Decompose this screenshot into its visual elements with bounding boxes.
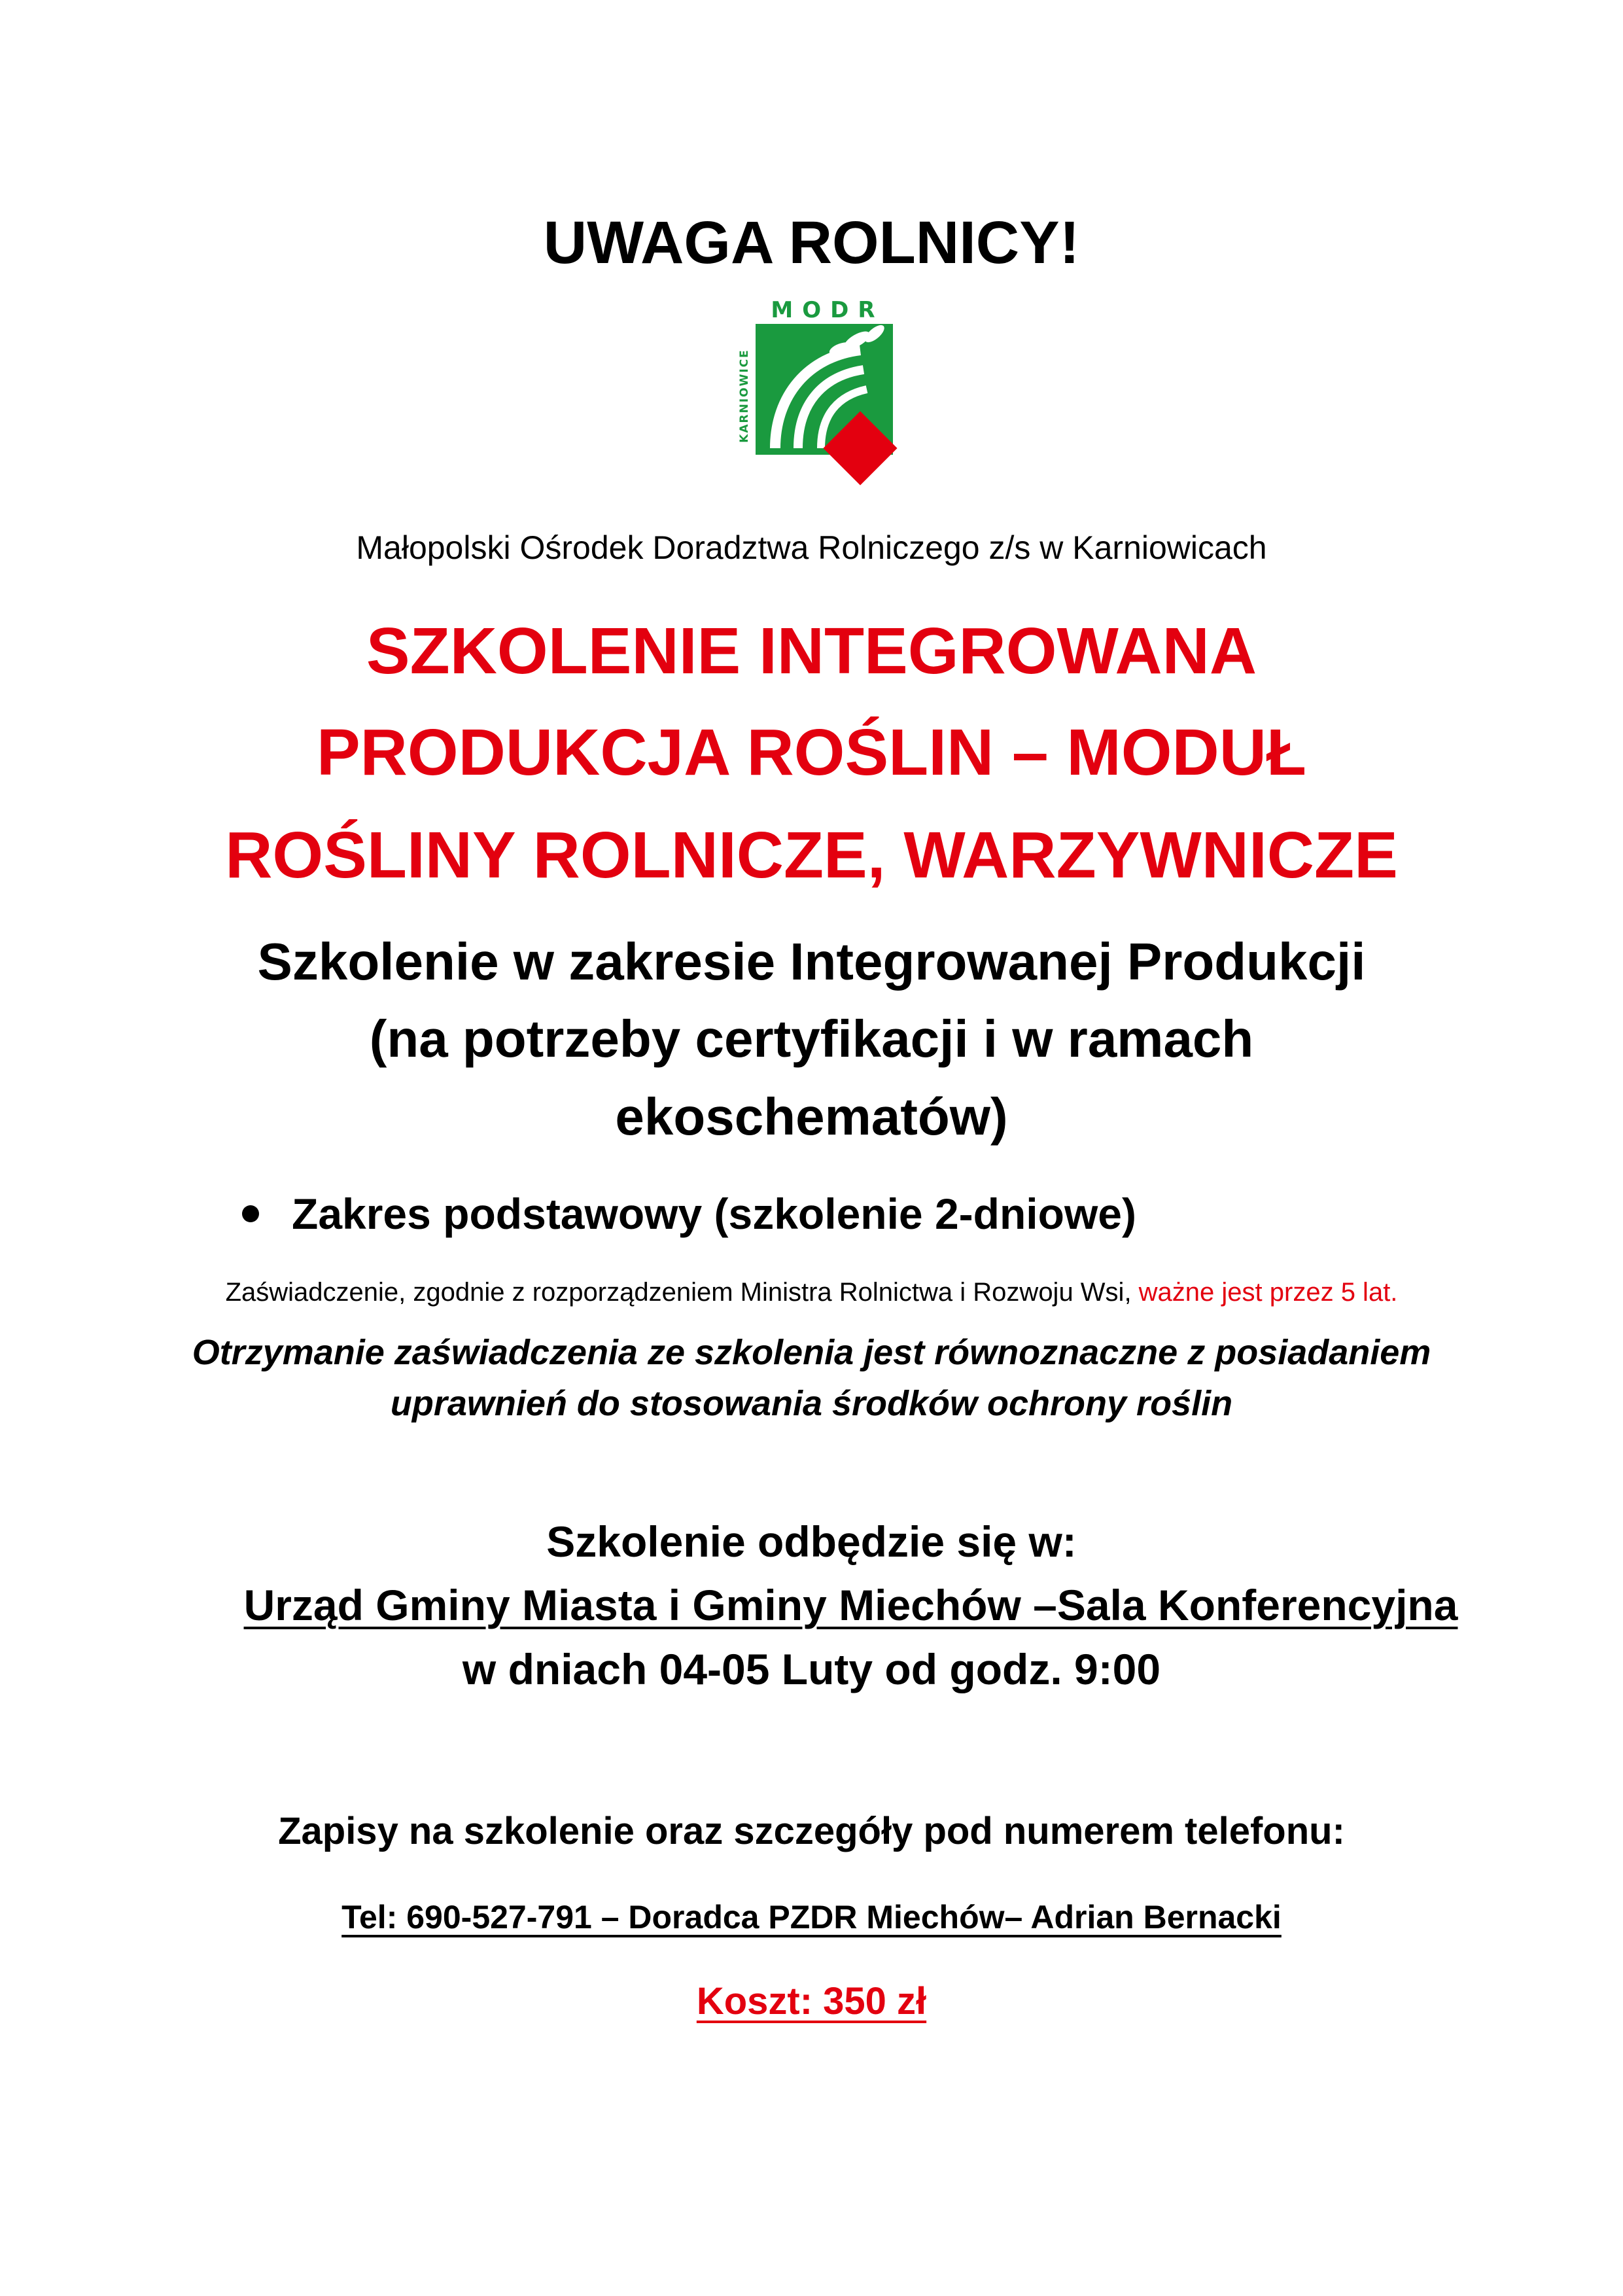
bullet-item <box>242 1190 1136 1238</box>
venue-intro: Szkolenie odbędzie się w: <box>546 1517 1077 1566</box>
cost-line <box>0 1980 1623 2022</box>
modr-logo <box>729 298 926 507</box>
subtitle-line-1: Szkolenie w zakresie Integrowanej Produkcji <box>257 932 1366 991</box>
cost-text: Koszt: 350 zł <box>696 1980 927 2022</box>
bullet-icon <box>242 1205 259 1222</box>
certificate-note <box>0 1279 1623 1305</box>
institution-name: Małopolski Ośrodek Doradztwa Rolniczego z/s w Karniowicach <box>356 529 1267 566</box>
title-line-3: ROŚLINY ROLNICZE, WARZYWNICZE <box>225 819 1398 892</box>
certificate-text: Zaświadczenie, zgodnie z rozporządzeniem Ministra Rolnictwa i Rozwoju Wsi, <box>225 1278 1139 1307</box>
logo-letters: MODR <box>771 298 884 323</box>
logo-side-text: KARNIOWICE <box>738 349 751 443</box>
certificate-validity: ważne jest przez 5 lat. <box>1138 1278 1398 1307</box>
venue-place <box>39 1583 1623 1627</box>
venue-place-text: Urząd Gminy Miasta i Gminy Miechów –Sala Konferencyjna <box>243 1581 1458 1629</box>
title-line-2: PRODUKCJA ROŚLIN – MODUŁ <box>316 716 1307 789</box>
subtitle-line-2: (na potrzeby certyfikacji i w ramach <box>369 1010 1254 1068</box>
signup-text: Zapisy na szkolenie oraz szczegóły pod numerem telefonu: <box>278 1810 1345 1852</box>
equivalence-line-1: Otrzymanie zaświadczenia ze szkolenia jest równoznaczne z posiadaniem <box>192 1333 1431 1372</box>
bullet-text: Zakres podstawowy (szkolenie 2-dniowe) <box>292 1190 1136 1238</box>
venue-dates: w dniach 04-05 Luty od godz. 9:00 <box>462 1645 1161 1693</box>
contact-text: Tel: 690-527-791 – Doradca PZDR Miechów– Adrian Bernacki <box>341 1899 1282 1935</box>
equivalence-line-2: uprawnień do stosowania środków ochrony roślin <box>390 1384 1233 1423</box>
headline: UWAGA ROLNICY! <box>543 209 1080 276</box>
title-line-1: SZKOLENIE INTEGROWANA <box>366 614 1257 688</box>
subtitle-line-3: ekoschematów) <box>615 1087 1008 1146</box>
contact-line <box>0 1901 1623 1934</box>
